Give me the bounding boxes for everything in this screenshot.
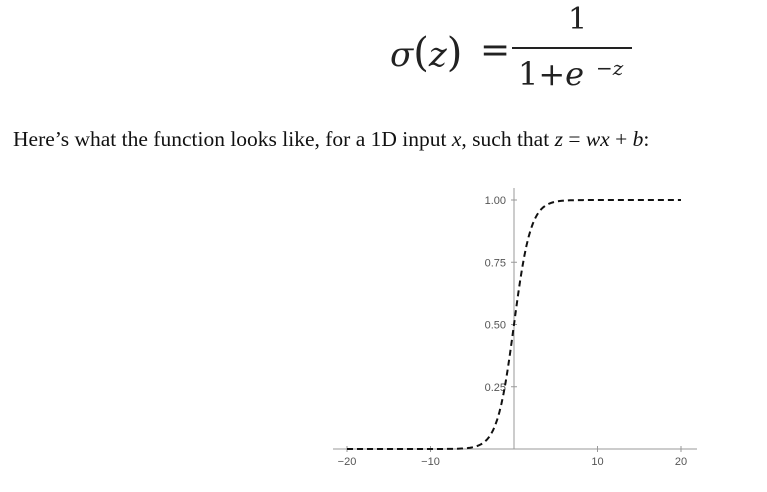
y-tick-label: 0.50: [484, 319, 506, 332]
y-ticks: [485, 195, 517, 394]
x-tick-label: −10: [421, 456, 440, 468]
formula-sigma: σ: [390, 35, 414, 75]
formula-paren-open: (: [413, 30, 429, 76]
formula-den-plus: +: [538, 55, 566, 93]
sentence-part2: , such that: [461, 127, 555, 151]
y-tick-label: 0.75: [484, 257, 506, 270]
sentence-var-b: b: [632, 127, 644, 151]
sentence-var-z: z: [554, 127, 563, 151]
formula-paren-close: ): [446, 30, 463, 76]
formula-lhs-arg: z: [428, 35, 447, 75]
y-tick-label: 1.00: [484, 195, 506, 207]
x-tick-label: −20: [337, 456, 357, 468]
formula-den-one: 1: [518, 55, 539, 93]
formula-equals: =: [480, 30, 511, 71]
sentence-part1: Here’s what the function looks like, for a 1D input: [13, 127, 452, 151]
sentence-part4: +: [609, 127, 633, 151]
formula-den-e: e: [565, 55, 585, 93]
x-tick-label: 20: [674, 456, 688, 468]
x-tick-label: 10: [591, 456, 604, 468]
sentence-part3: =: [562, 127, 586, 151]
formula-exponent: −z: [596, 56, 624, 80]
formula-numerator: 1: [568, 2, 588, 37]
sentence-var-x: x: [451, 127, 462, 151]
sentence-var-wx: wx: [585, 127, 610, 151]
y-tick-label: 0.25: [484, 381, 506, 394]
sentence-part5: :: [643, 127, 650, 151]
